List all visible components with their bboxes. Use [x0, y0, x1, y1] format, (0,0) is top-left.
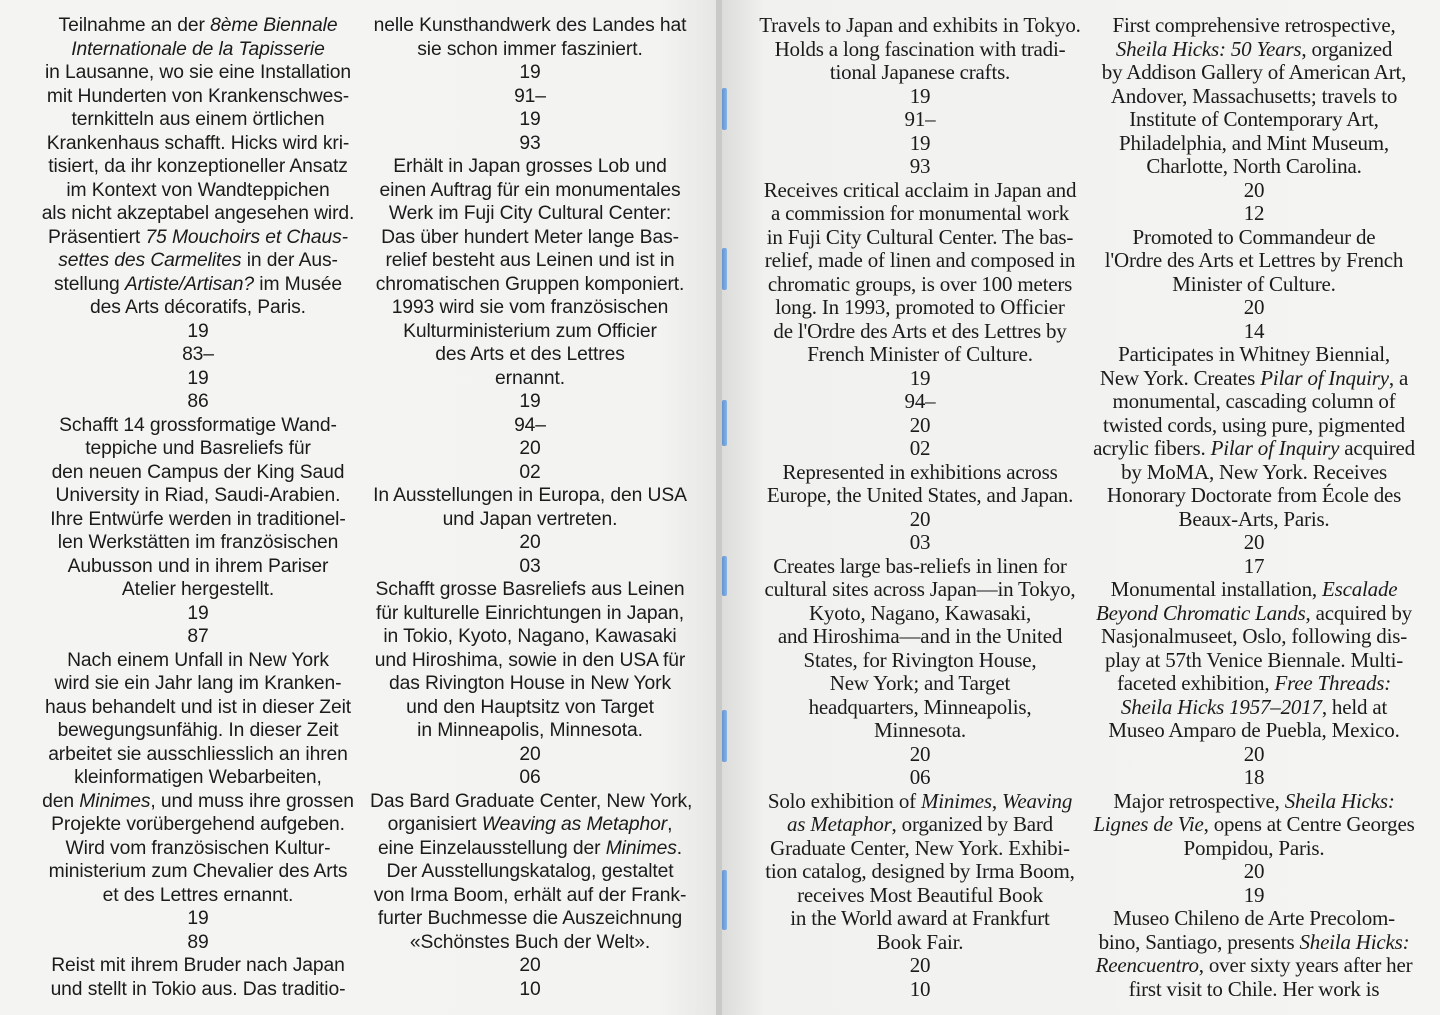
text-line: et des Lettres ernannt. [102, 884, 294, 906]
text-line: Erhält in Japan grosses Lob und [393, 156, 667, 177]
year-fragment: 20 [519, 743, 541, 765]
text-line: Kulturministerium zum Officier [403, 320, 657, 342]
text-line: ernannt. [495, 367, 565, 389]
text-line: und den Hauptsitz von Target [406, 696, 654, 718]
year-fragment: 91– [514, 85, 546, 107]
year-fragment: 91– [904, 107, 936, 131]
year-fragment: 10 [519, 978, 541, 1000]
text-line: headquarters, Minneapolis, [808, 694, 1032, 719]
text-line: Nasjonalmuseet, Oslo, following dis- [1100, 624, 1408, 648]
text-line: einen Auftrag für ein monumentales [379, 179, 681, 201]
text-line: Andover, Massachusetts; travels to [1110, 83, 1398, 108]
year-fragment: 19 [1243, 882, 1265, 907]
text-line: Beyond Chromatic Lands, acquired by [1096, 600, 1412, 625]
text-line: Aubusson und in ihrem Pariser [67, 555, 329, 577]
text-line: Atelier hergestellt. [121, 579, 275, 600]
text-line: Krankenhaus schafft. Hicks wird kri- [46, 132, 350, 154]
year-fragment: 20 [519, 955, 541, 976]
text-line: twisted cords, using pure, pigmented [1103, 412, 1405, 437]
text-line: Charlotte, North Carolina. [1146, 154, 1362, 178]
text-line: Participates in Whitney Biennial, [1118, 342, 1390, 366]
year-fragment: 19 [187, 320, 209, 342]
text-line: Das über hundert Meter lange Bas- [381, 226, 679, 248]
text-line: acrylic fibers. Pilar of Inquiry acquired [1093, 436, 1415, 460]
text-line: in Tokio, Kyoto, Nagano, Kawasaki [383, 626, 677, 647]
year-fragment: 19 [519, 62, 541, 83]
year-fragment: 12 [1243, 201, 1265, 225]
text-line: Promoted to Commandeur de [1132, 224, 1376, 249]
text-line: nelle Kunsthandwerk des Landes hat [373, 15, 687, 36]
text-line: Museo Chileno de Arte Precolom- [1113, 906, 1395, 930]
year-fragment: 18 [1243, 765, 1265, 789]
year-fragment: 20 [519, 438, 541, 459]
text-line: ministerium zum Chevalier des Arts [48, 861, 348, 882]
text-line: tisiert, da ihr konzeptioneller Ansatz [48, 156, 348, 177]
text-line: Reist mit ihrem Bruder nach Japan [51, 955, 345, 976]
text-line: organisiert Weaving as Metaphor, [387, 814, 673, 835]
text-line: faceted exhibition, Free Threads: [1116, 671, 1392, 695]
german-column-1 [38, 14, 358, 1001]
text-line: Monumental installation, Escalade [1110, 577, 1398, 601]
text-line: den neuen Campus der King Saud [51, 461, 345, 483]
text-line: des Arts et des Lettres [435, 344, 625, 365]
year-fragment: 19 [519, 109, 541, 130]
text-line: Werk im Fuji City Cultural Center: [388, 203, 672, 224]
text-line: Reencuentro, over sixty years after her [1095, 953, 1413, 977]
year-fragment: 19 [909, 365, 931, 390]
text-line: first visit to Chile. Her work is [1128, 976, 1380, 1001]
text-line: Präsentiert 75 Mouchoirs et Chaus- [48, 226, 348, 248]
text-line: cultural sites across Japan—in Tokyo, [764, 577, 1076, 601]
left-page [0, 0, 718, 1015]
text-line: Solo exhibition of Minimes, Weaving [767, 788, 1073, 813]
text-line: Der Ausstellungskatalog, gestaltet [386, 861, 674, 882]
text-line: haus behandelt und ist in dieser Zeit [44, 696, 352, 718]
text-line: von Irma Boom, erhält auf der Frank- [373, 884, 687, 906]
text-line: a commission for monumental work [770, 201, 1070, 225]
ink-mark [722, 710, 727, 762]
year-fragment: 10 [909, 976, 931, 1001]
text-line: als nicht akzeptabel angesehen wird. [41, 203, 355, 224]
text-line: Beaux-Arts, Paris. [1178, 506, 1330, 531]
text-line: chromatic groups, is over 100 meters [767, 271, 1073, 296]
text-line: bino, Santiago, presents Sheila Hicks: [1098, 929, 1410, 954]
text-line: French Minister of Culture. [807, 342, 1033, 366]
text-line: l'Ordre des Arts et Lettres by French [1104, 248, 1404, 272]
text-line: In Ausstellungen in Europa, den USA [373, 485, 687, 506]
text-line: Teilnahme an der 8ème Biennale [58, 15, 338, 36]
year-fragment: 02 [909, 436, 931, 460]
text-line: as Metaphor, organized by Bard [787, 812, 1053, 836]
year-fragment: 86 [187, 391, 209, 412]
text-line: furter Buchmesse die Auszeichnung [377, 908, 683, 929]
text-line: mit Hunderten von Krankenschwes- [46, 85, 350, 107]
year-fragment: 20 [519, 532, 541, 553]
text-line: Represented in exhibitions across [782, 459, 1058, 484]
year-fragment: 20 [909, 412, 931, 437]
text-line: Projekte vorübergehend aufgeben. [51, 814, 345, 835]
text-line: play at 57th Venice Biennale. Multi- [1104, 647, 1403, 672]
text-line: Major retrospective, Sheila Hicks: [1113, 788, 1395, 813]
year-fragment: 06 [519, 767, 541, 788]
text-line: Pompidou, Paris. [1183, 835, 1325, 860]
text-line: New York; and Target [829, 671, 1011, 695]
text-line: Creates large bas-reliefs in linen for [773, 553, 1067, 578]
text-line: Institute of Contemporary Art, [1129, 107, 1379, 131]
ink-mark [722, 400, 727, 446]
text-line: des Arts décoratifs, Paris. [90, 297, 306, 318]
text-line: by MoMA, New York. Receives [1121, 459, 1387, 484]
text-line: in Lausanne, wo sie eine Installation [44, 62, 352, 83]
year-fragment: 20 [1243, 295, 1265, 319]
year-fragment: 17 [1243, 553, 1265, 578]
year-fragment: 20 [1243, 859, 1265, 883]
year-fragment: 19 [187, 908, 209, 929]
text-line: Minnesota. [874, 718, 966, 742]
year-fragment: 20 [909, 953, 931, 977]
ink-mark [722, 556, 727, 596]
ink-mark [722, 870, 727, 930]
text-line: das Rivington House in New York [389, 673, 671, 694]
text-line: States, for Rivington House, [803, 647, 1037, 672]
text-line: len Werkstätten im französischen [57, 532, 339, 553]
text-line: kleinformatigen Webarbeiten, [74, 767, 322, 788]
text-line: Nach einem Unfall in New York [67, 649, 329, 671]
year-fragment: 20 [909, 506, 931, 531]
text-line: long. In 1993, promoted to Officier [775, 295, 1065, 319]
year-fragment: 02 [519, 461, 541, 483]
text-line: Honorary Doctorate from École des [1106, 483, 1402, 507]
year-fragment: 19 [909, 130, 931, 155]
english-column-1 [756, 14, 1084, 1001]
year-fragment: 19 [909, 83, 931, 108]
text-line: in Minneapolis, Minnesota. [417, 720, 643, 741]
text-line: relief besteht aus Leinen und ist in [385, 250, 675, 271]
year-fragment: 87 [187, 626, 209, 647]
text-line: in Fuji City Cultural Center. The bas- [766, 224, 1074, 249]
text-line: für kulturelle Einrichtungen in Japan, [375, 602, 685, 624]
text-line: Sheila Hicks 1957–2017, held at [1120, 694, 1388, 719]
text-line: Minister of Culture. [1172, 271, 1336, 296]
text-line: by Addison Gallery of American Art, [1101, 60, 1407, 84]
text-line: ternkitteln aus einem örtlichen [71, 109, 325, 130]
text-line: Sheila Hicks: 50 Years, organized [1115, 36, 1393, 61]
year-fragment: 03 [519, 555, 541, 577]
year-fragment: 19 [519, 391, 541, 412]
text-line: Receives critical acclaim in Japan and [763, 177, 1077, 202]
text-line: im Kontext von Wandteppichen [66, 179, 330, 201]
ink-mark [722, 248, 727, 290]
text-line: eine Einzelausstellung der Minimes. [377, 837, 683, 859]
text-line: 1993 wird sie vom französischen [391, 297, 669, 318]
text-line: Das Bard Graduate Center, New York, [370, 790, 693, 812]
text-line: wird sie ein Jahr lang im Kranken- [54, 673, 342, 694]
text-line: monumental, cascading column of [1112, 389, 1396, 413]
year-fragment: 20 [1243, 741, 1265, 766]
text-line: bewegungsunfähig. In dieser Zeit [57, 720, 339, 741]
text-line: und Japan vertreten. [442, 508, 618, 530]
text-line: sie schon immer fasziniert. [417, 38, 643, 60]
text-line: settes des Carmelites in der Aus- [58, 250, 338, 271]
text-line: New York. Creates Pilar of Inquiry, a [1099, 365, 1409, 390]
text-line: Travels to Japan and exhibits in Tokyo. [759, 13, 1081, 37]
text-line: relief, made of linen and composed in [764, 248, 1076, 272]
year-fragment: 20 [909, 741, 931, 766]
year-fragment: 03 [909, 530, 931, 554]
text-line: Ihre Entwürfe werden in traditionel- [50, 508, 346, 530]
year-fragment: 19 [187, 602, 209, 624]
text-line: Europe, the United States, and Japan. [766, 483, 1074, 507]
text-line: den Minimes, und muss ihre grossen [42, 790, 354, 812]
text-line: Wird vom französischen Kultur- [65, 837, 331, 859]
text-line: teppiche und Basreliefs für [85, 438, 311, 459]
year-fragment: 94– [514, 414, 546, 436]
text-line: Schafft 14 grossformatige Wand- [59, 414, 337, 436]
text-line: University in Riad, Saudi-Arabien. [55, 485, 341, 506]
text-line: Philadelphia, and Mint Museum, [1119, 130, 1389, 155]
german-column-2 [370, 14, 693, 1001]
text-line: Museo Amparo de Puebla, Mexico. [1108, 718, 1400, 742]
text-line: tion catalog, designed by Irma Boom, [765, 859, 1075, 883]
year-fragment: 20 [1243, 177, 1265, 202]
right-page [722, 0, 1440, 1015]
text-line: chromatischen Gruppen komponiert. [375, 273, 685, 295]
year-fragment: 19 [187, 367, 209, 389]
text-line: in the World award at Frankfurt [790, 906, 1050, 930]
year-fragment: 14 [1243, 318, 1265, 343]
year-fragment: 20 [1243, 530, 1265, 554]
text-line: stellung Artiste/Artisan? im Musée [53, 273, 343, 295]
text-line: arbeitet sie ausschliesslich an ihren [48, 743, 348, 765]
year-fragment: 93 [909, 154, 931, 178]
text-line: and Hiroshima—and in the United [777, 624, 1063, 648]
year-fragment: 93 [519, 132, 541, 154]
text-line: tional Japanese crafts. [829, 60, 1011, 84]
text-line: receives Most Beautiful Book [797, 882, 1043, 907]
text-line: Holds a long fascination with tradi- [774, 36, 1066, 61]
year-fragment: 94– [904, 389, 936, 413]
text-line: Graduate Center, New York. Exhibi- [770, 835, 1070, 860]
text-line: und Hiroshima, sowie in den USA für [374, 649, 686, 671]
text-line: Schafft grosse Basreliefs aus Leinen [375, 579, 685, 600]
text-line: Internationale de la Tapisserie [71, 38, 325, 60]
text-line: «Schönstes Buch der Welt». [409, 931, 651, 953]
text-line: First comprehensive retrospective, [1112, 13, 1396, 37]
english-column-2 [1090, 14, 1418, 1001]
text-line: und stellt in Tokio aus. Das traditio- [50, 978, 346, 1000]
year-fragment: 89 [187, 931, 209, 953]
year-fragment: 06 [909, 765, 931, 789]
year-fragment: 83– [182, 344, 214, 365]
text-line: Lignes de Vie, opens at Centre Georges [1093, 812, 1415, 836]
text-line: de l'Ordre des Arts et des Lettres by [773, 318, 1067, 343]
text-line: Kyoto, Nagano, Kawasaki, [808, 600, 1032, 625]
ink-mark [722, 88, 727, 130]
text-line: Book Fair. [876, 929, 964, 954]
